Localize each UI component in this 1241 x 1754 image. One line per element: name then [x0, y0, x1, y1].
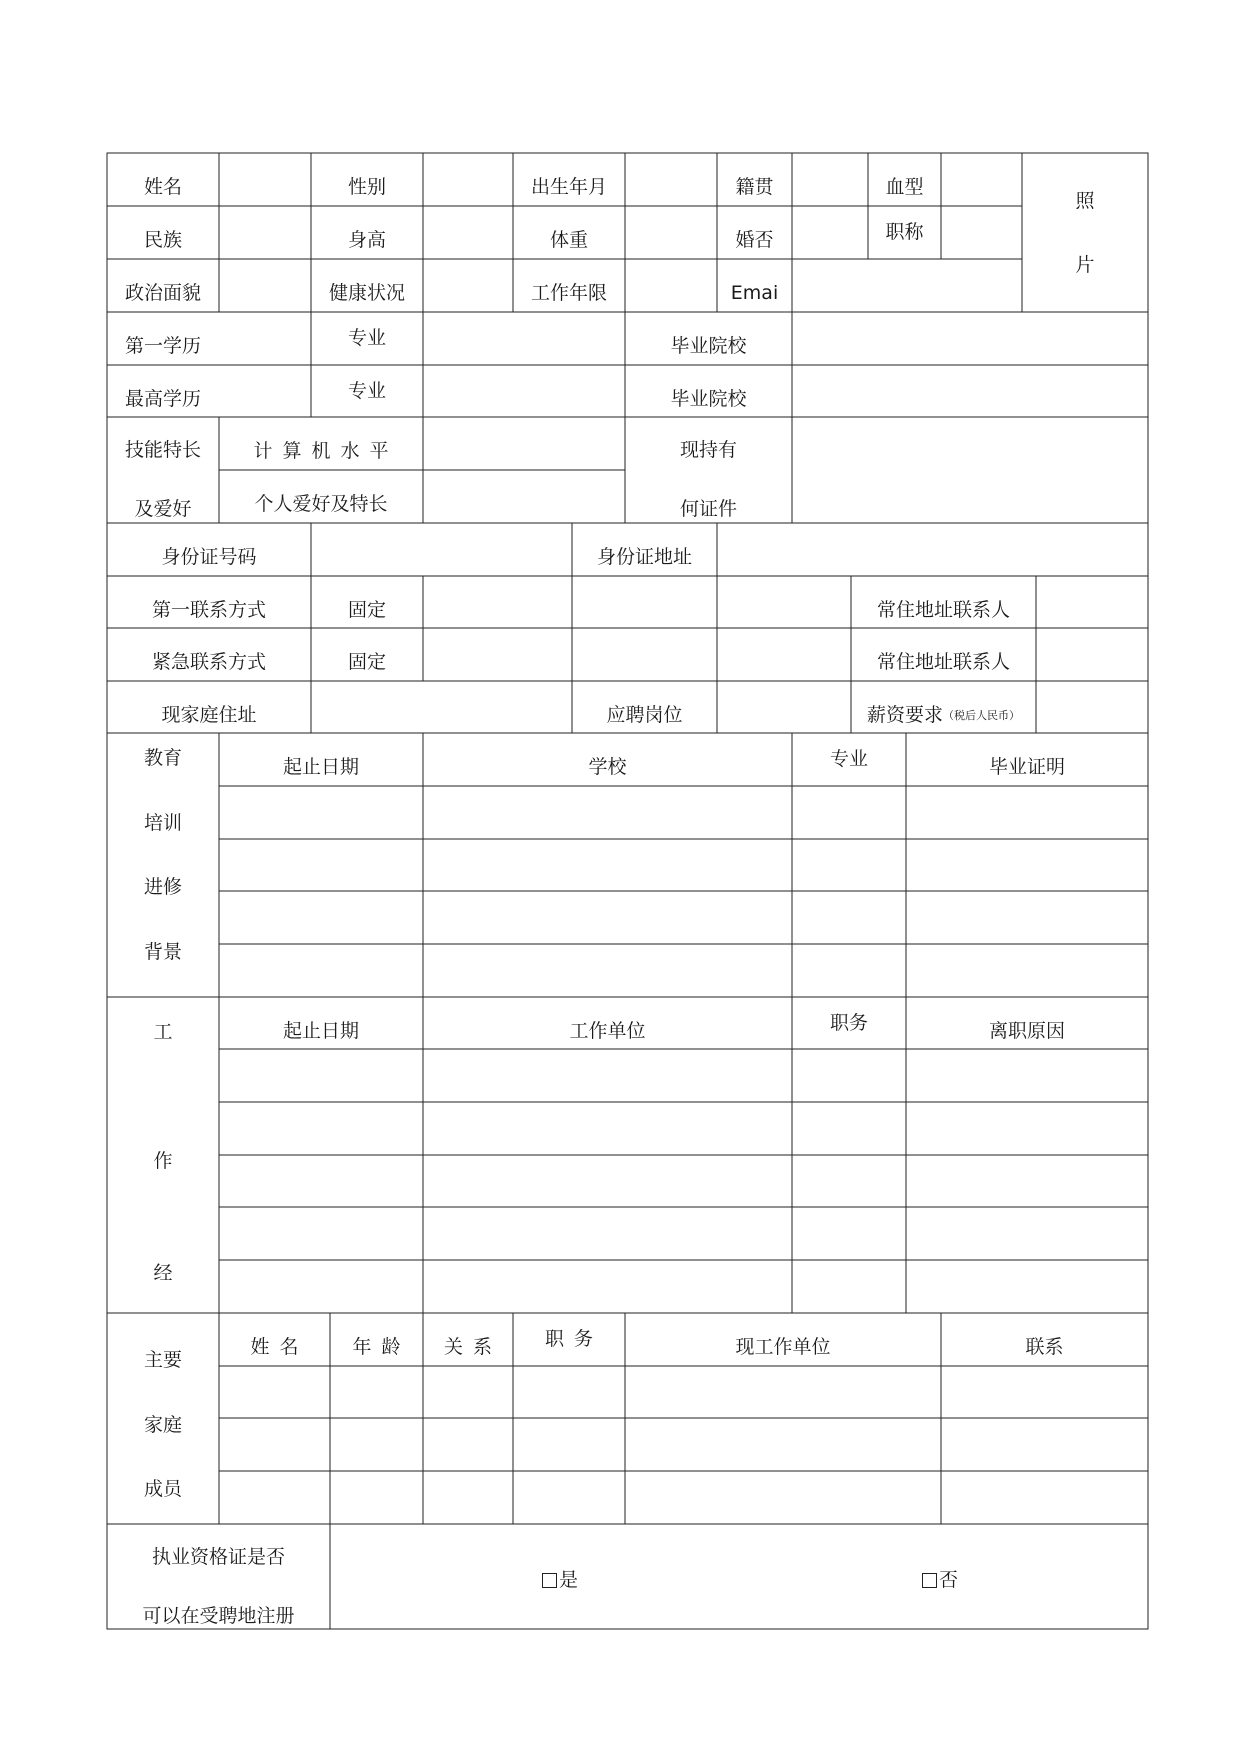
resident-contact-2-field[interactable]: [1036, 628, 1148, 681]
label-resident-contact-1: 常住地址联系人: [876, 598, 1010, 621]
label-certificates: [626, 438, 791, 522]
family-label-2: 家庭: [143, 1413, 182, 1436]
contact-2-mobile-field[interactable]: [717, 628, 851, 681]
gender-field[interactable]: [423, 153, 513, 206]
political-field[interactable]: [219, 259, 311, 312]
label-cert-line2: 何证件: [679, 498, 737, 520]
fixed-phone-2-field[interactable]: [423, 628, 572, 681]
label-major-1: 专业: [347, 326, 386, 349]
label-school-2: 毕业院校: [670, 387, 747, 410]
id-address-field[interactable]: [717, 523, 1148, 576]
label-position: 应聘岗位: [606, 703, 683, 726]
edu-label-4: 背景: [143, 940, 182, 963]
edu-header-school: 学校: [588, 755, 627, 778]
work-label-2: 作: [153, 1149, 173, 1172]
label-health: 健康状况: [328, 281, 405, 304]
fixed-phone-1-field[interactable]: [423, 576, 572, 628]
computer-level-field[interactable]: [423, 417, 625, 470]
license-question: [108, 1545, 329, 1628]
no-checkbox[interactable]: [922, 1573, 937, 1588]
family-label-3: 成员: [143, 1477, 182, 1500]
family-header-name: 姓名: [250, 1335, 309, 1358]
label-political: 政治面貌: [124, 281, 201, 304]
yes-checkbox[interactable]: [542, 1573, 557, 1588]
name-field[interactable]: [219, 153, 311, 206]
label-weight: 体重: [549, 228, 588, 251]
weight-field[interactable]: [625, 206, 717, 259]
salary-label-text: 薪资要求: [866, 703, 943, 726]
major-2-field[interactable]: [423, 365, 625, 417]
family-header-contact: 联系: [1025, 1335, 1064, 1358]
label-id-number: 身份证号码: [161, 545, 257, 568]
contact-1-extra-field[interactable]: [572, 576, 717, 628]
ethnic-field[interactable]: [219, 206, 311, 259]
contact-1-mobile-field[interactable]: [717, 576, 851, 628]
work-label-1: 工: [153, 1020, 173, 1043]
edu-header-certificate: 毕业证明: [988, 755, 1065, 778]
school-2-field[interactable]: [792, 365, 1148, 417]
label-emergency-contact: 紧急联系方式: [151, 650, 266, 673]
school-1-field[interactable]: [792, 312, 1148, 365]
label-years: 工作年限: [530, 281, 607, 304]
label-first-degree: 第一学历: [124, 334, 201, 357]
email-field[interactable]: [792, 259, 1022, 312]
years-field[interactable]: [625, 259, 717, 312]
label-resident-contact-2: 常住地址联系人: [876, 650, 1010, 673]
label-birth: 出生年月: [530, 175, 607, 198]
work-label-3: 经: [153, 1261, 173, 1284]
no-label: 否: [938, 1568, 958, 1591]
edu-header-date: 起止日期: [282, 755, 359, 778]
label-home-address: 现家庭住址: [161, 703, 257, 726]
license-question-line2: 可以在受聘地注册: [142, 1604, 295, 1627]
first-degree-field[interactable]: [219, 312, 311, 365]
salary-note: （税后人民币）: [943, 708, 1020, 722]
edu-label-2: 培训: [143, 811, 182, 834]
highest-degree-field[interactable]: [219, 365, 311, 417]
label-salary: [851, 693, 1036, 737]
photo-label-2: 片: [1075, 253, 1095, 276]
label-blood: 血型: [885, 175, 924, 198]
home-address-field[interactable]: [311, 681, 572, 733]
title-field[interactable]: [941, 206, 1022, 259]
label-school-1: 毕业院校: [670, 334, 747, 357]
height-field[interactable]: [423, 206, 513, 259]
work-header-date: 起止日期: [282, 1019, 359, 1042]
work-header-company: 工作单位: [569, 1019, 646, 1042]
contact-2-extra-field[interactable]: [572, 628, 717, 681]
work-header-role: 职务: [829, 1011, 868, 1034]
label-marital: 婚否: [735, 228, 774, 251]
salary-field[interactable]: [1036, 681, 1148, 733]
label-name: 姓名: [143, 175, 182, 198]
label-gender: 性别: [347, 175, 386, 198]
edu-label-3: 进修: [143, 875, 182, 898]
id-number-field[interactable]: [311, 523, 572, 576]
label-skills: [108, 438, 218, 522]
photo-label-1: 照: [1075, 189, 1095, 212]
label-ethnic: 民族: [143, 228, 182, 251]
family-header-relation: 关系: [443, 1335, 502, 1358]
edu-header-major: 专业: [829, 747, 868, 770]
license-yes-option[interactable]: [520, 1558, 600, 1602]
native-field[interactable]: [792, 153, 868, 206]
work-header-reason: 离职原因: [988, 1019, 1065, 1042]
label-id-address: 身份证地址: [596, 545, 692, 568]
family-header-company: 现工作单位: [735, 1335, 831, 1358]
health-field[interactable]: [423, 259, 513, 312]
label-contact-1: 第一联系方式: [151, 598, 266, 621]
label-height: 身高: [347, 228, 386, 251]
edu-label-1: 教育: [143, 746, 182, 769]
label-email: Emai: [730, 281, 779, 304]
label-native: 籍贯: [735, 175, 774, 198]
resident-contact-1-field[interactable]: [1036, 576, 1148, 628]
family-header-role: 职务: [544, 1327, 603, 1350]
label-hobby: 个人爱好及特长: [254, 492, 388, 515]
major-1-field[interactable]: [423, 312, 625, 365]
birth-field[interactable]: [625, 153, 717, 206]
label-fixed-2: 固定: [347, 650, 386, 673]
family-label-1: 主要: [143, 1348, 182, 1371]
marital-field[interactable]: [792, 206, 868, 259]
label-skills-line1: 技能特长: [124, 439, 201, 461]
label-skills-line2: 及爱好: [134, 498, 192, 520]
family-header-age: 年龄: [352, 1335, 411, 1358]
label-title: 职称: [885, 220, 924, 243]
label-fixed-1: 固定: [347, 598, 386, 621]
position-field[interactable]: [717, 681, 851, 733]
hobby-field[interactable]: [423, 470, 625, 523]
license-no-option[interactable]: [900, 1558, 980, 1602]
license-question-line1: 执业资格证是否: [151, 1545, 285, 1568]
blood-field[interactable]: [941, 153, 1022, 206]
certificates-field[interactable]: [792, 417, 1148, 523]
label-computer-level: 计算机水平: [253, 439, 399, 462]
label-highest-degree: 最高学历: [124, 387, 201, 410]
label-cert-line1: 现持有: [679, 439, 737, 461]
yes-label: 是: [558, 1568, 578, 1591]
label-major-2: 专业: [347, 379, 386, 402]
